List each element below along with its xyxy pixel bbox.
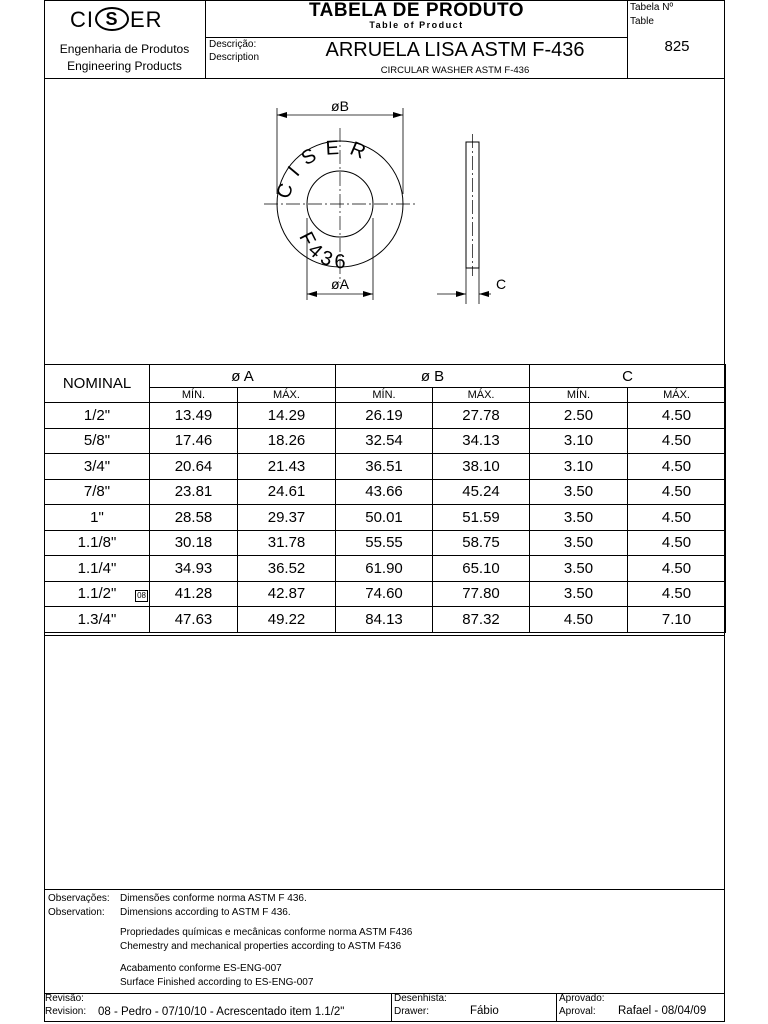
value-a-min: 13.49 xyxy=(150,403,238,429)
value-b-min: 84.13 xyxy=(336,607,433,633)
footer-divider-1 xyxy=(391,993,392,1022)
nominal-size: 1/2" xyxy=(83,406,111,424)
product-name-en: CIRCULAR WASHER ASTM F-436 xyxy=(380,65,530,76)
nominal-size: 1.3/4" xyxy=(77,610,117,628)
group-header-b: ø B xyxy=(336,365,530,388)
header-divider-3 xyxy=(205,37,627,38)
nominal-cell xyxy=(45,581,150,607)
value-b-max: 87.32 xyxy=(433,607,530,633)
table-row xyxy=(45,556,726,582)
value-b-min: 50.01 xyxy=(336,505,433,531)
nominal-size: 1" xyxy=(90,508,104,526)
revision-marker: 08 xyxy=(137,591,146,601)
table-row xyxy=(45,607,726,633)
nominal-cell xyxy=(45,403,150,429)
nominal-size: 7/8" xyxy=(83,483,111,501)
value-c-min: 3.10 xyxy=(530,428,628,454)
value-c-max: 4.50 xyxy=(628,505,726,531)
value-b-max: 27.78 xyxy=(433,403,530,429)
nominal-cell xyxy=(45,505,150,531)
observation-label-en: Observation: xyxy=(48,907,105,918)
observation-1-en: Dimensions according to ASTM F 436. xyxy=(120,907,291,918)
revision-label-pt: Revisão: xyxy=(45,993,84,1004)
value-c-max: 4.50 xyxy=(628,428,726,454)
value-a-max: 31.78 xyxy=(238,530,336,556)
value-b-min: 74.60 xyxy=(336,581,433,607)
value-b-min: 43.66 xyxy=(336,479,433,505)
nominal-size: 3/4" xyxy=(83,457,111,475)
value-b-min: 32.54 xyxy=(336,428,433,454)
value-c-min: 2.50 xyxy=(530,403,628,429)
observation-3-pt: Acabamento conforme ES-ENG-007 xyxy=(120,963,282,974)
table-row xyxy=(45,505,726,531)
value-b-max: 51.59 xyxy=(433,505,530,531)
value-c-max: 4.50 xyxy=(628,556,726,582)
drawer-label-pt: Desenhista: xyxy=(394,993,447,1004)
value-c-max: 4.50 xyxy=(628,581,726,607)
dimension-a-label: øA xyxy=(331,276,349,292)
nominal-size: 1.1/4" xyxy=(77,559,117,577)
table-row xyxy=(45,479,726,505)
value-c-min: 3.50 xyxy=(530,530,628,556)
group-header-c: C xyxy=(530,365,726,388)
sub-header-a-min: MÍN. xyxy=(150,388,238,403)
sub-header-c-max: MÁX. xyxy=(628,388,726,403)
revision-text: 08 - Pedro - 07/10/10 - Acrescentado item 1.1/2" xyxy=(98,1006,345,1018)
approved-text: Rafael - 08/04/09 xyxy=(618,1005,707,1017)
washer-side-view xyxy=(437,134,491,304)
nominal-size: 1.1/8" xyxy=(77,534,117,552)
dimension-c-label: C xyxy=(496,276,507,292)
page-title: TABELA DE PRODUTO xyxy=(308,0,525,21)
observation-label-pt: Observações: xyxy=(48,893,110,904)
value-c-max: 4.50 xyxy=(628,479,726,505)
value-a-max: 49.22 xyxy=(238,607,336,633)
value-c-max: 4.50 xyxy=(628,403,726,429)
nominal-size: 1.1/2" xyxy=(77,585,117,603)
value-c-max: 7.10 xyxy=(628,607,726,633)
value-b-min: 26.19 xyxy=(336,403,433,429)
value-b-min: 55.55 xyxy=(336,530,433,556)
value-a-min: 30.18 xyxy=(150,530,238,556)
sub-header-b-min: MÍN. xyxy=(336,388,433,403)
stamp-text-grade: F436 xyxy=(294,228,351,274)
revision-label-en: Revision: xyxy=(45,1006,87,1017)
company-subtitle-pt: Engenharia de Produtos xyxy=(59,42,190,56)
value-b-max: 45.24 xyxy=(433,479,530,505)
value-a-min: 47.63 xyxy=(150,607,238,633)
footer-divider-2 xyxy=(556,993,557,1022)
value-a-max: 36.52 xyxy=(238,556,336,582)
nominal-header: NOMINAL xyxy=(45,365,150,403)
description-label-pt: Descrição: xyxy=(209,39,257,50)
page-subtitle: Table of Product xyxy=(369,20,464,30)
nominal-cell xyxy=(45,607,150,633)
value-a-min: 28.58 xyxy=(150,505,238,531)
value-b-max: 77.80 xyxy=(433,581,530,607)
value-a-max: 18.26 xyxy=(238,428,336,454)
observation-2-en: Chemestry and mechanical properties according to ASTM F436 xyxy=(120,941,402,952)
value-c-min: 3.50 xyxy=(530,581,628,607)
drawer-label-en: Drawer: xyxy=(394,1006,430,1017)
footer-bottom-border xyxy=(44,1021,725,1022)
observation-2-pt: Propriedades químicas e mecânicas conforme norma ASTM F436 xyxy=(120,927,413,938)
value-c-max: 4.50 xyxy=(628,530,726,556)
value-c-min: 4.50 xyxy=(530,607,628,633)
sub-header-b-max: MÁX. xyxy=(433,388,530,403)
value-a-max: 14.29 xyxy=(238,403,336,429)
value-b-min: 36.51 xyxy=(336,454,433,480)
notes-top-border xyxy=(44,889,725,890)
observation-3-en: Surface Finished according to ES-ENG-007 xyxy=(120,977,314,988)
table-area-bottom-border xyxy=(44,635,725,636)
value-c-max: 4.50 xyxy=(628,454,726,480)
value-a-max: 21.43 xyxy=(238,454,336,480)
dimension-b-label: øB xyxy=(331,98,349,114)
value-b-max: 65.10 xyxy=(433,556,530,582)
value-a-max: 42.87 xyxy=(238,581,336,607)
nominal-cell xyxy=(45,556,150,582)
value-c-min: 3.10 xyxy=(530,454,628,480)
table-row xyxy=(45,581,726,607)
footer-top-border xyxy=(44,993,725,994)
table-row xyxy=(45,530,726,556)
value-a-min: 17.46 xyxy=(150,428,238,454)
value-c-min: 3.50 xyxy=(530,505,628,531)
value-a-min: 23.81 xyxy=(150,479,238,505)
washer-drawing xyxy=(44,78,725,364)
table-number-label-pt: Tabela Nº xyxy=(630,2,674,13)
value-b-min: 61.90 xyxy=(336,556,433,582)
nominal-size: 5/8" xyxy=(83,432,111,450)
drawer-name: Fábio xyxy=(470,1005,499,1017)
dimensions-table xyxy=(44,364,726,633)
value-a-min: 20.64 xyxy=(150,454,238,480)
nominal-cell xyxy=(45,530,150,556)
company-subtitle-en: Engineering Products xyxy=(67,59,182,73)
value-c-min: 3.50 xyxy=(530,479,628,505)
value-a-min: 41.28 xyxy=(150,581,238,607)
sub-header-a-max: MÁX. xyxy=(238,388,336,403)
company-logo: CI S ER xyxy=(70,7,163,32)
approved-label-pt: Aprovado: xyxy=(559,993,605,1004)
value-b-max: 58.75 xyxy=(433,530,530,556)
table-number-label-en: Table xyxy=(630,16,654,27)
value-b-max: 34.13 xyxy=(433,428,530,454)
stamp-text-ciser: CISER xyxy=(272,136,377,202)
value-a-min: 34.93 xyxy=(150,556,238,582)
value-a-max: 24.61 xyxy=(238,479,336,505)
nominal-cell xyxy=(45,454,150,480)
table-row xyxy=(45,403,726,429)
nominal-cell xyxy=(45,428,150,454)
value-a-max: 29.37 xyxy=(238,505,336,531)
value-c-min: 3.50 xyxy=(530,556,628,582)
nominal-cell xyxy=(45,479,150,505)
approved-label-en: Aproval: xyxy=(559,1006,596,1017)
observation-1-pt: Dimensões conforme norma ASTM F 436. xyxy=(120,893,307,904)
description-label-en: Description xyxy=(209,52,260,63)
table-row xyxy=(45,454,726,480)
sub-header-c-min: MÍN. xyxy=(530,388,628,403)
group-header-a: ø A xyxy=(150,365,336,388)
product-name: ARRUELA LISA ASTM F-436 xyxy=(325,39,585,61)
table-number: 825 xyxy=(664,38,690,55)
table-row xyxy=(45,428,726,454)
value-b-max: 38.10 xyxy=(433,454,530,480)
